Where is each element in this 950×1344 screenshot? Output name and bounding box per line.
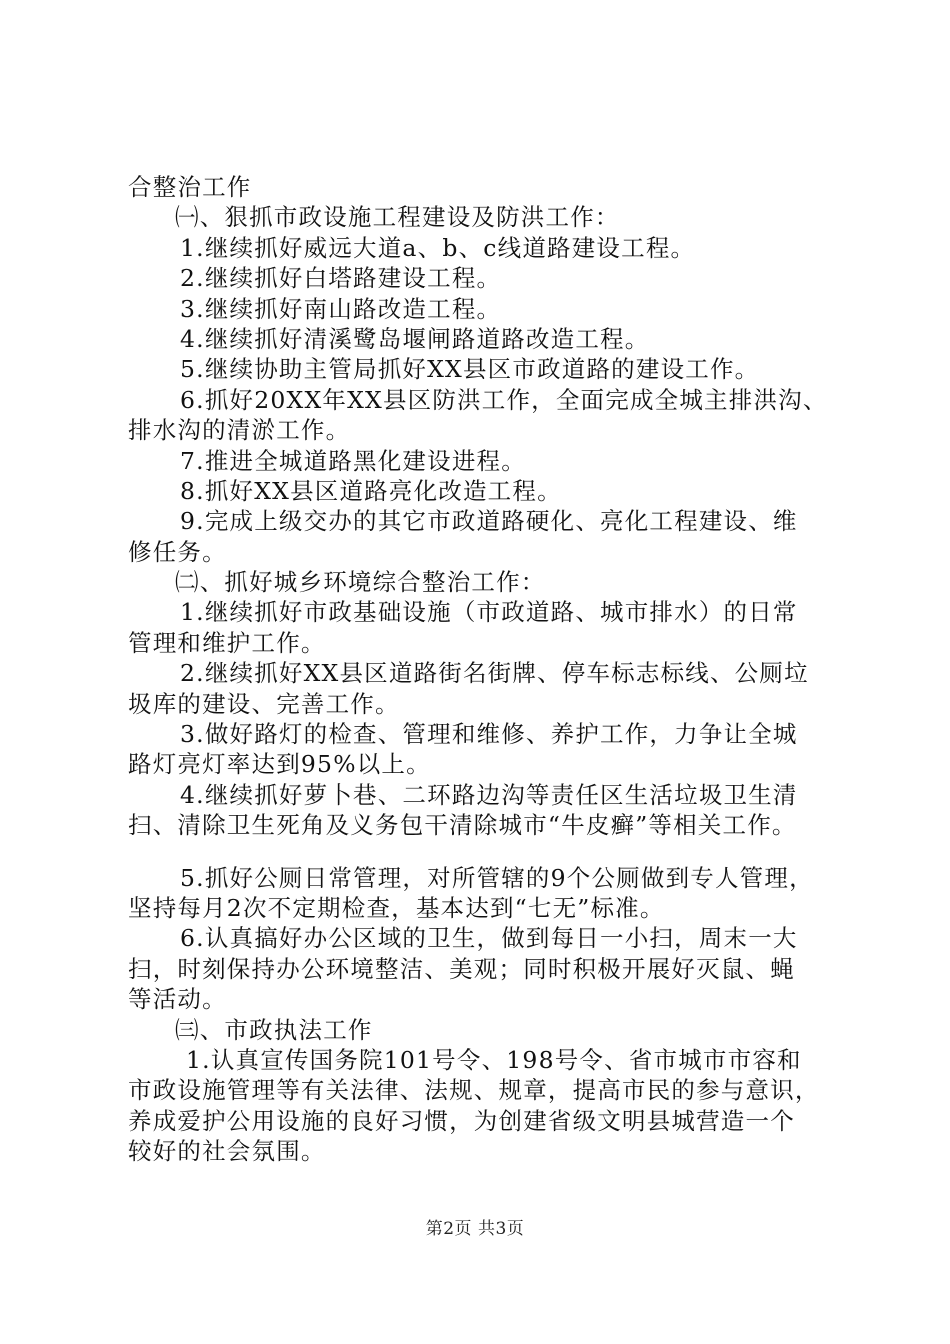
list-item: 7.推进全城道路黑化建设进程。: [180, 446, 526, 475]
list-item: 2.继续抓好白塔路建设工程。: [180, 264, 502, 293]
section-heading-1: ㈠、狠抓市政设施工程建设及防洪工作：: [175, 203, 620, 232]
text-line: 等活动。: [128, 985, 227, 1014]
list-item: 2.继续抓好XX县区道路街名街牌、停车标志标线、公厕垃: [180, 659, 809, 688]
text-line: 坚持每月2次不定期检查，基本达到“七无”标准。: [128, 893, 665, 922]
text-line: 养成爱护公用设施的良好习惯，为创建省级文明县城营造一个: [128, 1106, 795, 1135]
list-item: 4.继续抓好清溪鹭岛堰闸路道路改造工程。: [180, 324, 650, 353]
list-item: 1.继续抓好威远大道a、b、c线道路建设工程。: [180, 233, 696, 262]
text-line: 市政设施管理等有关法律、法规、规章，提高市民的参与意识，: [128, 1076, 820, 1105]
text-line: 合整治工作: [128, 173, 252, 201]
list-item: 9.完成上级交办的其它市政道路硬化、亮化工程建设、维: [180, 507, 798, 536]
list-item: 8.抓好XX县区道路亮化改造工程。: [180, 476, 562, 505]
list-item: 5.继续协助主管局抓好XX县区市政道路的建设工作。: [180, 355, 760, 384]
list-item: 4.继续抓好萝卜巷、二环路边沟等责任区生活垃圾卫生清: [180, 780, 798, 809]
section-heading-2: ㈡、抓好城乡环境综合整治工作：: [175, 568, 546, 597]
text-line: 扫，时刻保持办公环境整洁、美观；同时积极开展好灭鼠、蝇: [128, 954, 795, 983]
list-item: 6.认真搞好办公区域的卫生，做到每日一小扫，周末一大: [180, 924, 798, 953]
text-line: 扫、清除卫生死角及义务包干清除城市“牛皮癣”等相关工作。: [128, 811, 797, 840]
list-item: 5.抓好公厕日常管理，对所管辖的9个公厕做到专人管理，: [180, 863, 814, 892]
paragraph-gap: [128, 841, 838, 863]
text-line: 管理和维护工作。: [128, 628, 326, 657]
list-item: 6.抓好20XX年XX县区防洪工作，全面完成全城主排洪沟、: [180, 385, 828, 414]
text-line: 路灯亮灯率达到95%以上。: [128, 750, 431, 779]
list-item: 1.认真宣传国务院101号令、198号令、省市城市市容和: [186, 1045, 802, 1074]
list-item: 1.继续抓好市政基础设施（市政道路、城市排水）的日常: [180, 598, 798, 627]
text-line: 修任务。: [128, 537, 227, 566]
section-heading-3: ㈢、市政执法工作: [175, 1015, 373, 1044]
document-body: [128, 172, 838, 1167]
page-footer: 第2页 共3页: [425, 1219, 525, 1239]
text-line: 圾库的建设、完善工作。: [128, 689, 400, 718]
list-item: 3.做好路灯的检查、管理和维修、养护工作，力争让全城: [180, 720, 798, 749]
text-line: 排水沟的清淤工作。: [128, 416, 351, 445]
text-line: 较好的社会氛围。: [128, 1137, 326, 1166]
list-item: 3.继续抓好南山路改造工程。: [180, 294, 502, 323]
